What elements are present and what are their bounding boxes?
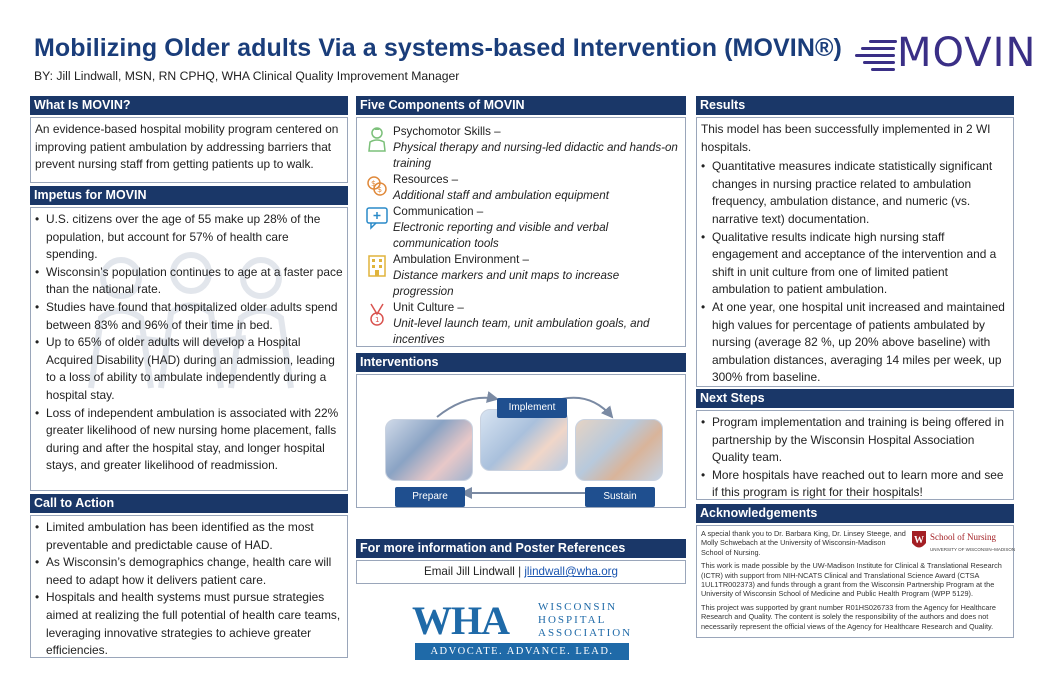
component-item xyxy=(361,252,681,300)
component-item xyxy=(361,204,681,252)
author-byline: BY: Jill Lindwall, MSN, RN CPHQ, WHA Clinical Quality Improvement Manager xyxy=(34,69,460,83)
what-is-box xyxy=(30,117,348,183)
component-desc: Additional staff and ambulation equipment xyxy=(393,189,609,202)
component-item xyxy=(361,124,681,172)
svg-text:W: W xyxy=(914,535,924,546)
prepare-photo xyxy=(385,419,473,481)
component-title: Communication – xyxy=(393,205,484,218)
impetus-item: • Studies have found that hospitalized older adults spend between 83% and 96% of their time in bed. xyxy=(35,299,343,334)
poster-title: Mobilizing Older adults Via a systems-based Intervention (MOVIN®) xyxy=(34,34,842,62)
call-to-action-item: • Hospitals and health systems must pursue strategies aimed at realizing the full potential of health care teams, leveraging innovative strategies to achieve greater efficiencies. xyxy=(35,589,343,659)
results-item: • Qualitative results indicate high nursing staff engagement and acceptance of the intervention and a shift in unit culture from one of limited patient ambulation to patient ambulation. xyxy=(701,229,1009,299)
impetus-item: • Up to 65% of older adults will develop a Hospital Acquired Disability (HAD) during an admission, leading to a loss of ability to ambulate independently during a hospital stay. xyxy=(35,334,343,404)
prepare-label: Prepare xyxy=(395,487,465,507)
impetus-item: • Loss of independent ambulation is associated with 22% greater likelihood of new nursing home placement, falls during and after the hospital stay, and longer hospital stays, and greater likelihood of readmission. xyxy=(35,405,343,475)
column-left xyxy=(30,96,348,658)
acknowledgements-box xyxy=(696,525,1014,638)
wha-line-2: HOSPITAL xyxy=(538,614,607,626)
results-item: • Quantitative measures indicate statistically significant changes in nursing practice related to ambulation frequency, ambulation distance, and numeric (vs. narrative text) documentation. xyxy=(701,158,1009,228)
component-title: Resources – xyxy=(393,173,459,186)
svg-text:1: 1 xyxy=(375,316,380,324)
call-to-action-item: • As Wisconsin’s demographics change, health care will need to adapt how it delivers patient care. xyxy=(35,554,343,589)
implement-photo xyxy=(480,409,568,471)
building-icon xyxy=(361,252,393,278)
sustain-label: Sustain xyxy=(585,487,655,507)
interventions-heading: Interventions xyxy=(356,353,686,372)
sustain-photo xyxy=(575,419,663,481)
what-is-heading: What Is MOVIN? xyxy=(30,96,348,115)
component-desc: Electronic reporting and visible and verbal communication tools xyxy=(393,221,609,250)
what-is-body: An evidence-based hospital mobility program centered on improving patient ambulation by addressing barriers that prevent nursing staff from getting patients up to walk. xyxy=(35,122,339,172)
wha-mark: WHA xyxy=(412,598,509,643)
results-box xyxy=(696,117,1014,387)
more-info-box xyxy=(356,560,686,584)
component-desc: Distance markers and unit maps to increase progression xyxy=(393,269,620,298)
svg-text:$: $ xyxy=(371,179,377,188)
movin-logo xyxy=(855,30,1037,84)
results-intro: This model has been successfully implemented in 2 WI hospitals. xyxy=(701,122,991,154)
acknowledgements-heading: Acknowledgements xyxy=(696,504,1014,523)
next-steps-box xyxy=(696,410,1014,500)
component-item xyxy=(361,300,681,348)
ack-thanks: A special thank you to Dr. Barbara King, Dr. Linsey Steege, and Molly Schwebach at the University of Wisconsin-Madison School of Nursing. xyxy=(701,529,906,557)
wha-logo xyxy=(412,585,634,663)
component-desc: Unit-level launch team, unit ambulation goals, and incentives xyxy=(393,317,650,346)
nurse-icon xyxy=(361,124,393,152)
column-right xyxy=(696,96,1014,638)
next-steps-item: • More hospitals have reached out to learn more and see if this program is right for their hospitals! xyxy=(701,467,1009,502)
impetus-box xyxy=(30,207,348,491)
next-steps-item: • Program implementation and training is being offered in partnership by the Wisconsin Hospital Association Quality team. xyxy=(701,414,1009,467)
wha-line-3: ASSOCIATION xyxy=(538,627,633,639)
wha-tagline: ADVOCATE. ADVANCE. LEAD. xyxy=(415,643,629,660)
medal-icon xyxy=(361,300,393,328)
call-to-action-box xyxy=(30,515,348,658)
components-box xyxy=(356,117,686,347)
impetus-heading: Impetus for MOVIN xyxy=(30,186,348,205)
impetus-item: • U.S. citizens over the age of 55 make up 28% of the population, but account for 57% of health care spending. xyxy=(35,211,343,264)
more-info-heading: For more information and Poster References xyxy=(356,539,686,558)
call-to-action-item: • Limited ambulation has been identified as the most preventable and predictable cause of HAD. xyxy=(35,519,343,554)
call-to-action-heading: Call to Action xyxy=(30,494,348,513)
school-of-nursing-logo xyxy=(911,530,1016,560)
column-middle xyxy=(356,96,686,584)
ack-para-3: This project was supported by grant number R01HS026733 from the Agency for Healthcare Research and Quality. The content is solely the responsibility of the authors and does not necessarily represent the official views of the Agency for Healthcare Research and Quality. xyxy=(701,602,996,631)
component-title: Ambulation Environment – xyxy=(393,253,529,266)
uw-crest-icon xyxy=(911,530,927,552)
component-title: Unit Culture – xyxy=(393,301,464,314)
results-heading: Results xyxy=(696,96,1014,115)
email-prefix: Email Jill Lindwall | xyxy=(424,565,525,578)
results-item: • At one year, one hospital unit increased and maintained high values for percentage of patients ambulated by nursing (average 82 %, up 20% above baseline) with ambulation distances, averaging 14 miles per week, up 300% from baseline. xyxy=(701,299,1009,387)
interventions-box xyxy=(356,374,686,508)
component-title: Psychomotor Skills – xyxy=(393,125,501,138)
movin-logo-text: MOVIN xyxy=(897,30,1037,76)
school-name: School of Nursing xyxy=(930,532,996,542)
component-item xyxy=(361,172,681,204)
implement-label: Implement xyxy=(497,398,567,418)
money-icon xyxy=(361,172,393,198)
component-desc: Physical therapy and nursing-led didactic and hands-on training xyxy=(393,141,678,170)
chat-plus-icon xyxy=(361,204,393,230)
svg-text:$: $ xyxy=(377,185,383,194)
components-heading: Five Components of MOVIN xyxy=(356,96,686,115)
email-link[interactable]: jlindwall@wha.org xyxy=(524,565,618,578)
wha-line-1: WISCONSIN xyxy=(538,601,618,613)
school-sub: UNIVERSITY OF WISCONSIN–MADISON xyxy=(930,547,1016,552)
ack-para-2: This work is made possible by the UW-Madison Institute for Clinical & Translational Research (ICTR) with support from NIH-NCATS Clinical and Translational Science Award (CTSA 1UL1TR002373) and funds through a grant from the Wisconsin Partnership Program at the University of Wisconsin School of Medicine and Public Health Program (WPP 5129). xyxy=(701,561,1002,599)
impetus-item: • Wisconsin’s population continues to age at a faster pace than the national rate. xyxy=(35,264,343,299)
next-steps-heading: Next Steps xyxy=(696,389,1014,408)
